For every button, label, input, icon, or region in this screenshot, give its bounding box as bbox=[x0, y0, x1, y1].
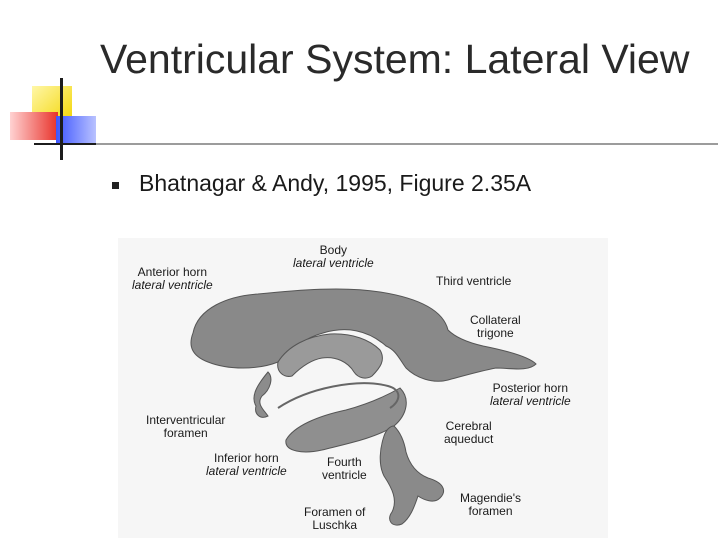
decorative-red-bar bbox=[10, 112, 58, 140]
bullet-item bbox=[112, 170, 531, 197]
label-anterior-horn: Anterior horn lateral ventricle bbox=[132, 265, 213, 292]
bullet-square-icon bbox=[112, 182, 119, 189]
label-third-ventricle: Third ventricle bbox=[436, 274, 512, 288]
ventricular-system-figure bbox=[118, 238, 608, 538]
label-collateral-trigone: Collateral trigone bbox=[470, 313, 521, 340]
label-interventricular-foramen: Interventricular foramen bbox=[146, 413, 226, 440]
title-underline bbox=[34, 143, 718, 145]
decorative-vertical-line bbox=[60, 78, 63, 160]
label-magendie-foramen: Magendie's foramen bbox=[460, 491, 521, 518]
label-fourth-ventricle: Fourth ventricle bbox=[322, 455, 367, 482]
fourth-ventricle-shape bbox=[380, 426, 443, 525]
slide-title: Ventricular System: Lateral View bbox=[100, 36, 690, 82]
label-inferior-horn: Inferior horn lateral ventricle bbox=[206, 451, 287, 478]
label-body: Body lateral ventricle bbox=[293, 243, 374, 270]
interventricular-foramen-shape bbox=[254, 372, 271, 417]
label-cerebral-aqueduct: Cerebral aqueduct bbox=[444, 419, 494, 446]
title-underline-accent bbox=[34, 143, 96, 145]
label-posterior-horn: Posterior horn lateral ventricle bbox=[490, 381, 571, 408]
bullet-text: Bhatnagar & Andy, 1995, Figure 2.35A bbox=[139, 170, 532, 196]
label-luschka-foramen: Foramen of Luschka bbox=[304, 505, 366, 532]
